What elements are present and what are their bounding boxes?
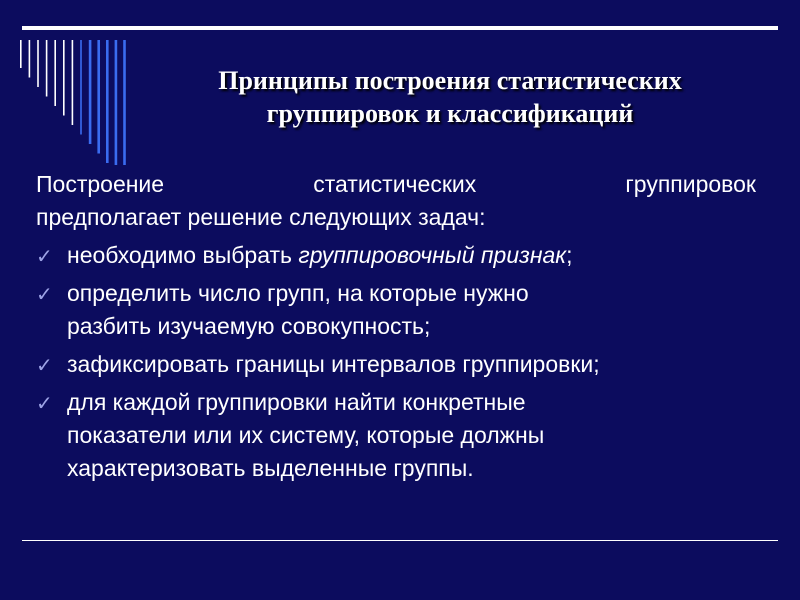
decorative-stripe: [54, 40, 56, 106]
bullet-line: разбить изучаемую совокупность;: [67, 313, 431, 339]
decorative-stripe: [63, 40, 65, 116]
decorative-stripe: [115, 40, 118, 165]
title-line-1: Принципы построения статистических: [218, 66, 682, 95]
intro-paragraph: [36, 168, 756, 234]
checkmark-icon: ✓: [36, 244, 53, 268]
bullet-line: характеризовать выделенные группы.: [67, 455, 474, 481]
bullet-line: для каждой группировки найти конкретные: [67, 389, 526, 415]
decorative-stripe: [46, 40, 48, 97]
decorative-stripe: [123, 40, 126, 165]
decorative-stripe: [89, 40, 92, 144]
bullet-emphasis: группировочный признак: [298, 242, 567, 268]
bullet-suffix: ;: [566, 242, 573, 268]
bullet-prefix: необходимо выбрать: [67, 242, 299, 268]
intro-line-2: предполагает решение следующих задач:: [36, 204, 486, 230]
decorative-stripe: [37, 40, 39, 87]
bullet-item: [36, 277, 756, 343]
decorative-stripe: [97, 40, 100, 154]
bullet-item: [36, 386, 756, 485]
bottom-rule: [22, 540, 778, 541]
slide-title: [160, 64, 740, 130]
bullet-item: [36, 239, 756, 272]
bullet-text: [67, 242, 573, 268]
bullet-item: [36, 348, 756, 381]
decorative-stripe: [29, 40, 31, 78]
bullet-line: определить число групп, на которые нужно: [67, 280, 529, 306]
intro-line-1: [36, 168, 756, 201]
bullet-line: показатели или их систему, которые должны: [67, 422, 545, 448]
intro-word-1: Построение: [36, 171, 165, 197]
decorative-stripes: [0, 0, 140, 165]
decorative-stripe: [20, 40, 22, 68]
decorative-stripe: [72, 40, 74, 125]
checkmark-icon: ✓: [36, 353, 53, 377]
decorative-stripe: [80, 40, 82, 135]
bullet-line: зафиксировать границы интервалов группировки;: [67, 351, 600, 377]
decorative-stripe: [106, 40, 109, 163]
intro-word-2: статистических: [313, 171, 477, 197]
slide-body: [36, 168, 756, 485]
checkmark-icon: ✓: [36, 282, 53, 306]
title-line-2: группировок и классификаций: [266, 99, 634, 128]
intro-word-3: группировок: [625, 171, 756, 197]
checkmark-icon: ✓: [36, 391, 53, 415]
